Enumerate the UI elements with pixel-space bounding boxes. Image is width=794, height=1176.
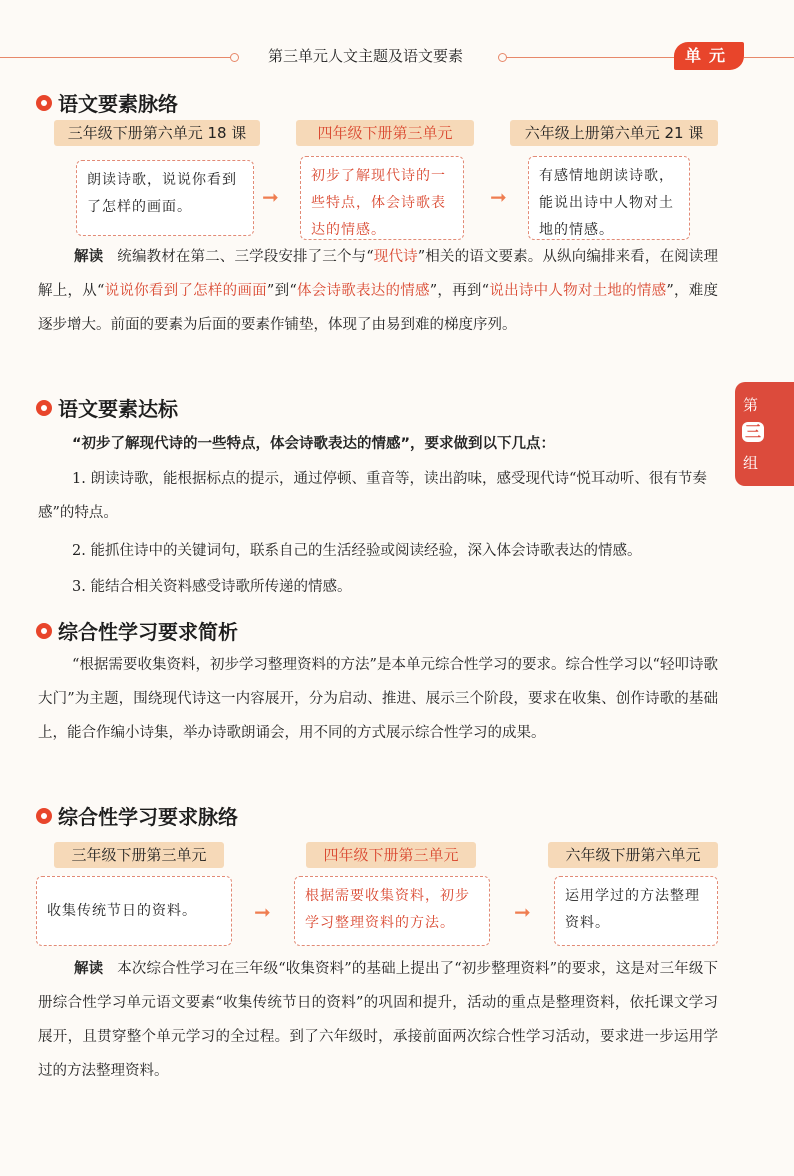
section-title: 综合性学习要求简析 <box>58 620 238 644</box>
text-run: ”，难度逐步增大。前面的要素为后面的要素作铺垫，体现了由易到难的梯度序列。 <box>38 283 718 333</box>
section-title: 语文要素达标 <box>58 397 178 421</box>
header-dot-left <box>230 53 239 62</box>
flow-box-2: 根据需要收集资料，初步学习整理资料的方法。 <box>294 876 490 946</box>
analysis-paragraph-2 <box>38 952 718 1088</box>
flow-label-1: 三年级下册第三单元 <box>54 842 224 868</box>
location-pin-icon <box>36 95 52 111</box>
arrow-right-icon: ➞ <box>262 185 279 209</box>
header-title: 第三单元人文主题及语文要素 <box>268 47 464 65</box>
side-tab <box>735 382 794 486</box>
location-pin-icon <box>36 808 52 824</box>
highlight-text: 现代诗 <box>373 249 418 265</box>
arrow-right-icon: ➞ <box>254 900 271 924</box>
flow-label-1: 三年级下册第六单元 18 课 <box>54 120 260 146</box>
text-run: ”相关的语文要素。从纵向编排来看，在阅读理解上，从“ <box>38 249 719 299</box>
text-run: ”，再到“ <box>429 283 490 299</box>
side-tab-top: 第 <box>743 396 759 414</box>
location-pin-icon <box>36 400 52 416</box>
flow-label-2: 四年级下册第三单元 <box>296 120 474 146</box>
requirement-intro: “初步了解现代诗的一些特点，体会诗歌表达的情感”，要求做到以下几点： <box>72 436 556 452</box>
flow-box-2: 初步了解现代诗的一些特点，体会诗歌表达的情感。 <box>300 156 464 240</box>
requirement-item-2: 2. 能抓住诗中的关键词句，联系自己的生活经验或阅读经验，深入体会诗歌表达的情感。 <box>72 543 642 559</box>
header-rule-left <box>0 57 232 58</box>
analysis-lead: 解读 <box>74 249 104 265</box>
highlight-text: 说说你看到了怎样的画面 <box>104 283 267 299</box>
section-title: 综合性学习要求脉络 <box>58 805 238 829</box>
text-run: 本次综合性学习在三年级“收集资料”的基础上提出了“初步整理资料”的要求，这是对三年级下册综合性学习单元语文要素“收集传统节日的资料”的巩固和提升，活动的重点是整理资料，依托课文学习展开，且贯穿整个单元学习的全过程。到了六年级时，承接前面两次综合性学习活动，要求进一步运用学过的方法整理资料。 <box>38 961 718 1079</box>
flow-label-2: 四年级下册第三单元 <box>306 842 476 868</box>
analysis-paragraph-1 <box>38 240 718 342</box>
flow-box-3: 运用学过的方法整理资料。 <box>554 876 718 946</box>
section-heading-3 <box>36 616 238 645</box>
text-run: ”到“ <box>266 283 297 299</box>
flow-label-3: 六年级上册第六单元 21 课 <box>510 120 718 146</box>
text-run: 统编教材在第二、三学段安排了三个与“ <box>117 249 374 265</box>
highlight-text: 说出诗中人物对土地的情感 <box>489 283 667 299</box>
highlight-text: 体会诗歌表达的情感 <box>296 283 430 299</box>
section-heading-1 <box>36 88 178 117</box>
location-pin-icon <box>36 623 52 639</box>
requirement-item-3: 3. 能结合相关资料感受诗歌所传递的情感。 <box>72 579 352 595</box>
side-tab-bottom: 组 <box>743 454 759 472</box>
flow-box-1: 收集传统节日的资料。 <box>36 876 232 946</box>
side-tab-number: 三 <box>742 422 764 442</box>
section-heading-4 <box>36 801 238 830</box>
header-rule-right <box>506 57 674 58</box>
unit-badge: 单元 <box>674 42 744 70</box>
header-rule-far-right <box>744 57 794 58</box>
section-heading-2 <box>36 393 178 422</box>
requirement-item-1: 1. 朗读诗歌，能根据标点的提示，通过停顿、重音等，读出韵味，感受现代诗“悦耳动听、很有节奏感”的特点。 <box>38 471 707 521</box>
section-title: 语文要素脉络 <box>58 92 178 116</box>
arrow-right-icon: ➞ <box>514 900 531 924</box>
flow-label-3: 六年级下册第六单元 <box>548 842 718 868</box>
comprehensive-analysis: “根据需要收集资料，初步学习整理资料的方法”是本单元综合性学习的要求。综合性学习以“轻叩诗歌大门”为主题，围绕现代诗这一内容展开，分为启动、推进、展示三个阶段，要求在收集、创作诗歌的基础上，能合作编小诗集，举办诗歌朗诵会，用不同的方式展示综合性学习的成果。 <box>38 657 718 741</box>
arrow-right-icon: ➞ <box>490 185 507 209</box>
analysis-lead: 解读 <box>74 961 104 977</box>
flow-box-3: 有感情地朗读诗歌，能说出诗中人物对土地的情感。 <box>528 156 690 240</box>
flow-box-1: 朗读诗歌，说说你看到了怎样的画面。 <box>76 160 254 236</box>
